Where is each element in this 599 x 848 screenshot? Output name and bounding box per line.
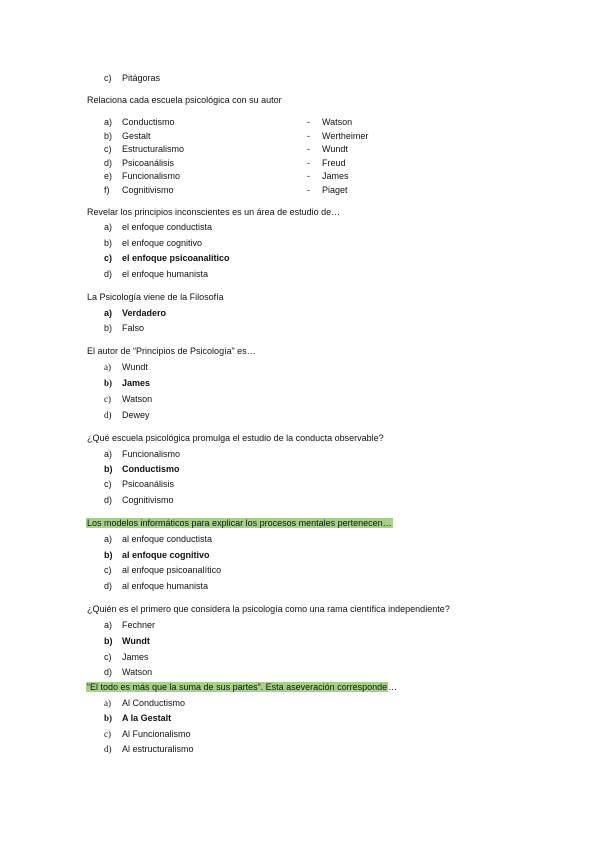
option-letter: b) [104, 636, 113, 646]
option-letter: c) [104, 565, 112, 575]
correct-answer-option: Wundt [122, 636, 150, 646]
match-dash: - [307, 131, 310, 141]
match-left-school: Conductismo [122, 117, 175, 127]
option-letter: d) [104, 410, 112, 420]
match-right-author: Watson [322, 117, 353, 127]
match-left-letter: e) [104, 171, 113, 181]
answer-option: Al estructuralismo [122, 744, 194, 754]
match-left-letter: b) [104, 131, 113, 141]
highlighted-question: “El todo es más que la suma de sus partes”. Esta aseveración corresponde [87, 682, 388, 692]
option-letter: c) [104, 652, 112, 662]
match-right-author: James [322, 171, 349, 181]
answer-option: Watson [122, 667, 153, 677]
match-left-school: Estructuralismo [122, 144, 185, 154]
answer-option: al enfoque psicoanalítico [122, 565, 222, 575]
match-right-author: Wundt [322, 144, 348, 154]
answer-option: Cognitivismo [122, 495, 174, 505]
match-dash: - [307, 117, 310, 127]
option-letter: b) [104, 550, 113, 560]
answer-option: al enfoque humanista [122, 581, 209, 591]
question-text [87, 517, 393, 529]
option-letter: c) [104, 394, 111, 404]
answer-option: Watson [122, 394, 153, 404]
option-letter: d) [104, 667, 113, 677]
answer-option: Al Funcionalismo [122, 729, 191, 739]
option-letter: c) [104, 729, 111, 739]
question-text: El autor de “Principios de Psicología” es… [87, 346, 256, 356]
option-letter: b) [104, 464, 113, 474]
answer-option: Psicoanálisis [122, 479, 175, 489]
match-right-author: Freud [322, 158, 346, 168]
correct-answer-option: Conductismo [122, 464, 180, 474]
match-dash: - [307, 144, 310, 154]
answer-option: Funcionalismo [122, 449, 181, 459]
question-text: ¿Quién es el primero que considera la psicología como una rama científica independiente? [87, 604, 450, 614]
correct-answer-option: A la Gestalt [122, 713, 172, 723]
option-letter: a) [104, 534, 113, 544]
highlighted-question: Los modelos informáticos para explicar los procesos mentales pertenecen… [87, 518, 392, 528]
question-text: Revelar los principios inconscientes es un área de estudio de… [87, 207, 341, 217]
option-letter: b) [104, 713, 113, 723]
match-left-school: Funcionalismo [122, 171, 181, 181]
answer-option: el enfoque cognitivo [122, 238, 203, 248]
match-dash: - [307, 158, 310, 168]
match-right-author: Piaget [322, 185, 348, 195]
option-letter: a) [104, 362, 111, 372]
option-letter: a) [104, 698, 111, 708]
match-left-letter: a) [104, 117, 113, 127]
question-text: La Psicología viene de la Filosofía [87, 292, 224, 302]
question-text: ¿Qué escuela psicológica promulga el estudio de la conducta observable? [87, 433, 384, 443]
option-letter: a) [104, 449, 113, 459]
option-letter: d) [104, 269, 113, 279]
answer-option: Fechner [122, 620, 156, 630]
match-right-author: Wertheimer [322, 131, 369, 141]
match-left-school: Cognitivismo [122, 185, 174, 195]
match-dash: - [307, 171, 310, 181]
option-letter: b) [104, 238, 113, 248]
option-letter: c) [104, 479, 112, 489]
match-left-school: Psicoanálisis [122, 158, 175, 168]
answer-option: el enfoque conductista [122, 222, 213, 232]
match-left-letter: f) [104, 185, 110, 195]
option-letter: d) [104, 495, 113, 505]
option-letter: a) [104, 308, 113, 318]
match-dash: - [307, 185, 310, 195]
answer-option: Al Conductismo [122, 698, 186, 708]
correct-answer-option: al enfoque cognitivo [122, 550, 210, 560]
option-letter: c) [104, 73, 112, 83]
question-text: Relaciona cada escuela psicológica con su autor [87, 95, 282, 105]
option-text: Pitágoras [122, 73, 161, 83]
option-letter: d) [104, 581, 113, 591]
match-left-school: Gestalt [122, 131, 151, 141]
match-left-letter: c) [104, 144, 112, 154]
option-letter: b) [104, 323, 113, 333]
correct-answer-option: Verdadero [122, 308, 167, 318]
answer-option: al enfoque conductista [122, 534, 213, 544]
answer-option: el enfoque humanista [122, 269, 209, 279]
correct-answer-option: el enfoque psicoanalítico [122, 253, 230, 263]
match-left-letter: d) [104, 158, 113, 168]
answer-option: Wundt [122, 362, 148, 372]
question-text: “El todo es más que la suma de sus partes”. Esta aseveración corresponde… [87, 682, 398, 692]
option-letter: d) [104, 744, 112, 754]
option-letter: c) [104, 253, 113, 263]
option-letter: a) [104, 620, 113, 630]
correct-answer-option: James [122, 378, 151, 388]
option-letter: b) [104, 378, 113, 388]
answer-option: James [122, 652, 149, 662]
answer-option: Falso [122, 323, 145, 333]
option-letter: a) [104, 222, 113, 232]
answer-option: Dewey [122, 410, 150, 420]
